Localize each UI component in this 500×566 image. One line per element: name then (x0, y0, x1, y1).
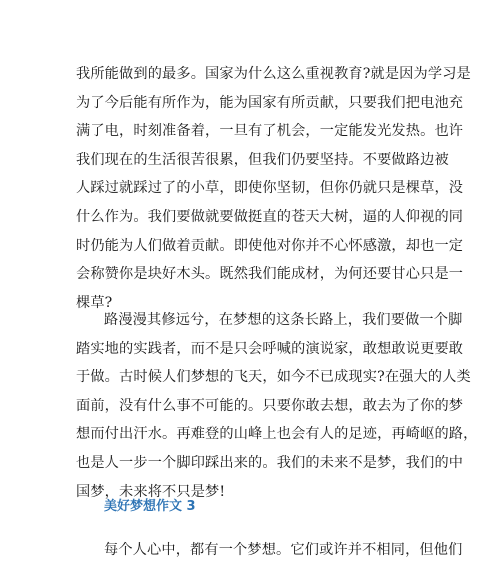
paragraph-line: 为了今后能有所作为，能为国家有所贡献，只要我们把电池充 (76, 94, 464, 111)
paragraph-2 (76, 306, 478, 506)
paragraph-3 (76, 536, 463, 565)
paragraph-line: 于做。古时候人们梦想的飞天，如今不已成现实?在强大的人类 (76, 369, 471, 386)
paragraph-1 (76, 60, 471, 317)
paragraph-line: 会称赞你是块好木头。既然我们能成材，为何还要甘心只是一 (76, 266, 464, 283)
paragraph-line: 我们现在的生活很苦很累，但我们仍要坚持。不要做路边被 (76, 151, 449, 168)
paragraph-line: 什么作为。我们要做就要做挺直的苍天大树，逼的人仰视的同 (76, 208, 464, 225)
paragraph-line: 想而付出汗水。再难登的山峰上也会有人的足迹，再崎岖的路， (76, 426, 478, 443)
paragraph-line: 我所能做到的最多。国家为什么这么重视教育?就是因为学习是 (76, 66, 471, 82)
paragraph-line: 满了电，时刻准备着，一旦有了机会，一定能发光发热。也许 (76, 123, 464, 140)
paragraph-line: 人踩过就踩过了的小草，即使你坚韧，但你仍就只是棵草，没 (76, 180, 464, 197)
paragraph-line: 踏实地的实践者，而不是只会呼喊的演说家，敢想敢说更要敢 (76, 340, 464, 357)
paragraph-line: 棵草? (76, 294, 113, 311)
paragraph-line: 时仍能为人们做着贡献。即使他对你并不心怀感激，却也一定 (76, 237, 464, 254)
paragraph-line: 每个人心中，都有一个梦想。它们或许并不相同，但他们 (104, 542, 463, 558)
paragraph-line: 也是人一步一个脚印踩出来的。我们的未来不是梦，我们的中 (76, 454, 464, 471)
paragraph-line: 面前，没有什么事不可能的。只要你敢去想，敢去为了你的梦 (76, 397, 464, 414)
paragraph-line: 国梦，未来将不只是梦! (76, 483, 226, 500)
paragraph-line: 路漫漫其修远兮，在梦想的这条长路上，我们要做一个脚 (104, 312, 463, 328)
section-heading: 美好梦想作文 3 (104, 499, 196, 514)
